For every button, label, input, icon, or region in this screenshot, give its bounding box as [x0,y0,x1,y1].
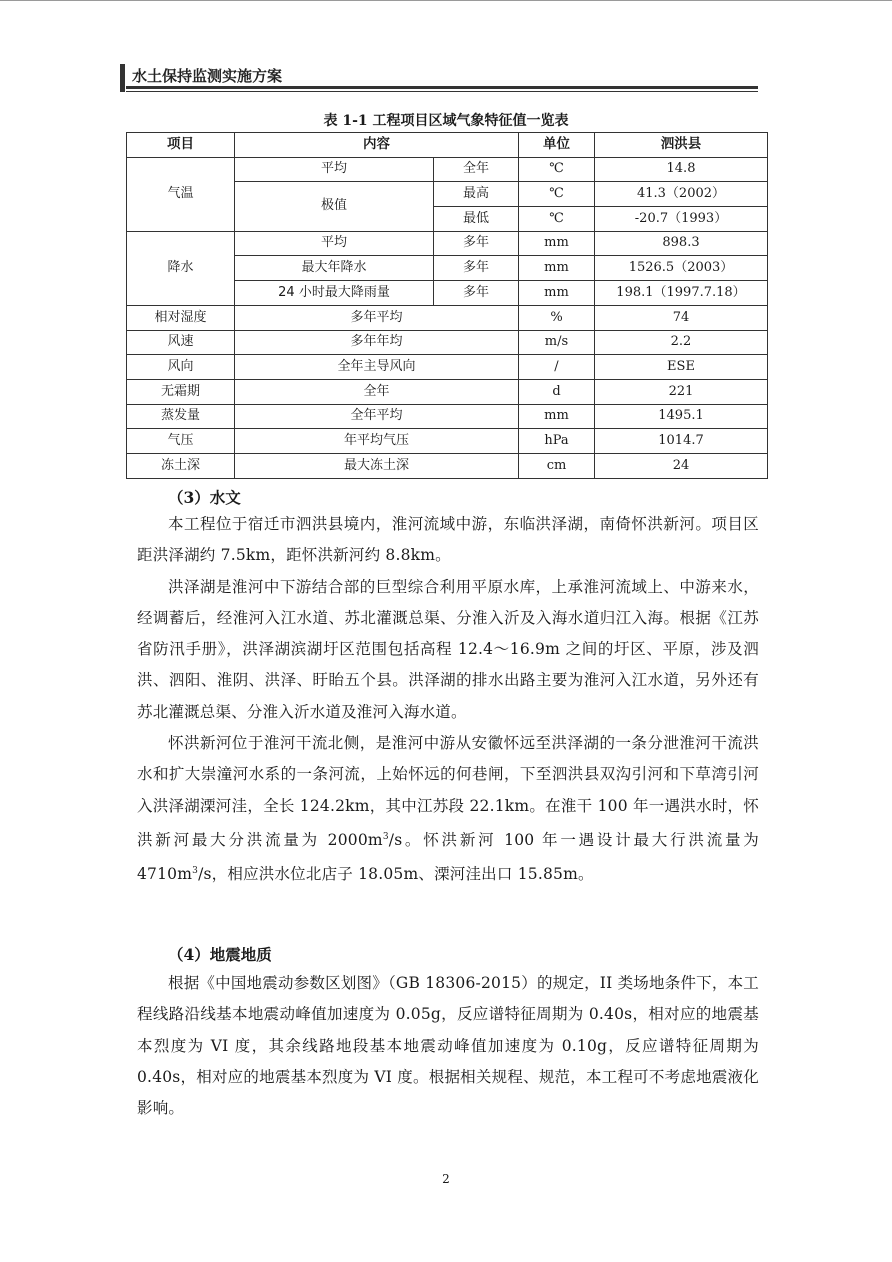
row-unit: ℃ [519,157,595,182]
row-sub-label: 最大年降水 [235,256,434,281]
row-value: 1526.5（2003） [595,256,768,281]
page-header [120,62,758,92]
row-value: 24 [595,453,768,478]
row-content: 全年 [235,379,519,404]
row-group-label: 降水 [127,231,235,305]
table-row [127,379,768,404]
row-value: ESE [595,355,768,380]
row-group-label: 气压 [127,429,235,454]
climate-table [126,132,768,479]
header-item: 项目 [127,133,235,158]
row-value: 41.3（2002） [595,182,768,207]
row-group-label: 相对湿度 [127,305,235,330]
row-unit: mm [519,256,595,281]
row-value: 1014.7 [595,429,768,454]
row-value: 1495.1 [595,404,768,429]
row-content: 多年平均 [235,305,519,330]
paragraph: 洪泽湖是淮河中下游结合部的巨型综合利用平原水库，上承淮河流域上、中游来水，经调蓄后，经淮河入江水道、苏北灌溉总渠、分淮入沂及入海水道归江入海。根据《江苏省防汛手册》，洪泽湖滨湖圩区范围包括高程 12.4～16.9m 之间的圩区、平原，涉及泗洪、泗阳、淮阴、洪泽、盱眙五个县。洪泽湖的排水出路主要为淮河入江水道，另外还有苏北灌溉总渠、分淮入沂水道及淮河入海水道。 [137,577,759,721]
table-row [127,355,768,380]
row-group-label: 气温 [127,157,235,231]
row-content: 年平均气压 [235,429,519,454]
paragraph [137,728,759,891]
row-period: 多年 [434,281,519,306]
row-unit: d [519,379,595,404]
header-value: 泗洪县 [595,133,768,158]
text-run: /s。怀洪新河 100 年一遇设计最大行洪流量为 4710m [137,831,759,884]
row-period: 最低 [434,207,519,232]
table-row [127,231,768,256]
superscript: 3 [192,866,199,877]
top-border [0,0,892,1]
row-value: 2.2 [595,330,768,355]
row-group-label: 蒸发量 [127,404,235,429]
superscript: 3 [382,831,389,842]
row-unit: % [519,305,595,330]
row-unit: mm [519,281,595,306]
row-sub-label: 平均 [235,157,434,182]
header-content: 内容 [235,133,519,158]
row-unit: hPa [519,429,595,454]
table-row [127,330,768,355]
header-title: 水土保持监测实施方案 [132,67,283,85]
table-caption: 表 1-1 工程项目区域气象特征值一览表 [323,113,569,129]
row-unit: m/s [519,330,595,355]
row-value: 74 [595,305,768,330]
row-value: -20.7（1993） [595,207,768,232]
row-value: 14.8 [595,157,768,182]
table-header-row [127,133,768,158]
row-unit: ℃ [519,207,595,232]
row-unit: mm [519,231,595,256]
table-row [127,157,768,182]
paragraph: 根据《中国地震动参数区划图》（GB 18306-2015）的规定，II 类场地条件下，本工程线路沿线基本地震动峰值加速度为 0.05g，反应谱特征周期为 0.40s，相对应的地震基本烈度为 VI 度，其余线路地段基本地震动峰值加速度为 0.10g，反应谱特征周期为 0.40s，相对应的地震基本烈度为 VI 度。根据相关规程、规范，本工程可不考虑地震液化影响。 [137,974,759,1118]
row-sub-label: 极值 [235,182,434,231]
text-run: 怀洪新河位于淮河干流北侧，是淮河中游从安徽怀远至洪泽湖的一条分泄淮河干流洪水和扩大崇潼河水系的一条河流，上始怀远的何巷闸，下至泗洪县双沟引河和下草湾引河入洪泽湖溧河洼，全长 124.2km，其中江苏段 22.1km。在淮干 100 年一遇洪水时，怀洪新河最大分洪流量为 2000m [137,734,759,850]
row-content: 多年年均 [235,330,519,355]
header-unit: 单位 [519,133,595,158]
row-unit: mm [519,404,595,429]
row-period: 多年 [434,256,519,281]
header-bar [120,64,125,92]
row-period: 最高 [434,182,519,207]
row-group-label: 无霜期 [127,379,235,404]
row-value: 198.1（1997.7.18） [595,281,768,306]
row-unit: / [519,355,595,380]
row-content: 最大冻土深 [235,453,519,478]
table-row [127,404,768,429]
row-content: 全年平均 [235,404,519,429]
row-group-label: 风速 [127,330,235,355]
row-group-label: 冻土深 [127,453,235,478]
header-rule-thick [126,86,758,89]
table-row [127,453,768,478]
row-unit: cm [519,453,595,478]
table-row [127,305,768,330]
section-heading-hydrology: （3）水文 [168,488,241,507]
row-value: 221 [595,379,768,404]
seismic-body [137,968,759,1124]
paragraph: 本工程位于宿迁市泗洪县境内，淮河流域中游，东临洪泽湖，南倚怀洪新河。项目区距洪泽湖约 7.5km，距怀洪新河约 8.8km。 [137,515,759,565]
row-period: 多年 [434,231,519,256]
page-number: 2 [442,1172,450,1186]
row-value: 898.3 [595,231,768,256]
row-sub-label: 24 小时最大降雨量 [235,281,434,306]
text-run: /s，相应洪水位北店子 18.05m、溧河洼出口 15.85m。 [198,865,594,884]
row-sub-label: 平均 [235,231,434,256]
header-rule-thin [126,91,758,92]
hydrology-body [137,509,759,891]
row-unit: ℃ [519,182,595,207]
table-row [127,429,768,454]
row-period: 全年 [434,157,519,182]
row-content: 全年主导风向 [235,355,519,380]
section-heading-seismic: （4）地震地质 [168,945,272,964]
row-group-label: 风向 [127,355,235,380]
